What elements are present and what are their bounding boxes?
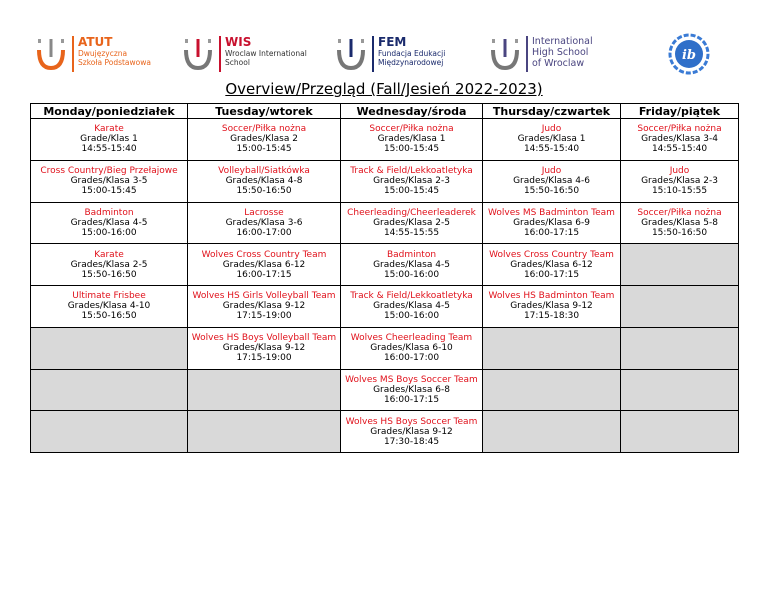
activity-grades: Grades/Klasa 6-8 — [373, 384, 450, 395]
empty-cell-thursday — [483, 411, 621, 453]
empty-cell-thursday — [483, 369, 621, 411]
empty-cell-tuesday — [188, 411, 341, 453]
activity-grades: Grades/Klasa 5-8 — [641, 217, 718, 228]
ib-logo-icon — [668, 33, 710, 75]
activity-cell-wednesday — [341, 160, 483, 202]
activity-name: Wolves HS Boys Soccer Team — [345, 416, 478, 427]
table-row — [31, 286, 739, 328]
activity-cell-wednesday — [341, 411, 483, 453]
activity-grades: Grades/Klasa 3-5 — [70, 176, 148, 187]
activity-grades: Grades/Klasa 2-5 — [373, 217, 450, 228]
activity-time: 15:00-16:00 — [383, 311, 440, 322]
activity-time: 15:50-16:50 — [236, 186, 292, 197]
activity-grades: Grades/Klasa 4-10 — [67, 301, 151, 312]
activity-time: 14:55-15:40 — [81, 144, 137, 155]
activity-name: Track & Field/Lekkoatletyka — [350, 166, 473, 177]
logo-bar — [0, 0, 768, 82]
activity-time: 15:00-15:45 — [236, 144, 292, 155]
activity-cell-tuesday — [188, 202, 341, 244]
activity-name: Wolves Cross Country Team — [489, 249, 614, 260]
activity-cell-thursday — [483, 160, 621, 202]
activity-grades: Grades/Klasa 6-12 — [510, 259, 593, 270]
activity-grades: Grades/Klasa 4-8 — [225, 176, 303, 187]
wis-divider — [219, 36, 221, 72]
activity-cell-monday — [31, 202, 188, 244]
activity-cell-monday — [31, 119, 188, 161]
header-wednesday: Wednesday/środa — [341, 104, 483, 119]
activity-time: 15:50-16:50 — [523, 186, 580, 197]
activity-cell-friday — [621, 119, 739, 161]
activity-time: 15:10-15:55 — [651, 186, 708, 197]
activity-grades: Grades/Klasa 2-3 — [373, 176, 450, 187]
activity-grades: Grades/Klasa 9-12 — [510, 301, 593, 312]
activity-time: 17:15-19:00 — [236, 353, 292, 364]
activity-name: Judo — [541, 124, 562, 135]
fem-sub-line-2: Międzynarodowej — [378, 58, 444, 67]
activity-time: 15:50-16:50 — [81, 311, 137, 322]
activity-time: 16:00-17:15 — [383, 394, 440, 405]
activity-name: Cheerleading/Cheerleaderek — [347, 207, 476, 218]
activity-time: 15:00-16:00 — [81, 227, 137, 238]
activity-grades: Grades/Klasa 4-5 — [373, 301, 450, 312]
activity-name: Judo — [669, 166, 690, 177]
activity-name: Track & Field/Lekkoatletyka — [350, 291, 473, 302]
activity-grades: Grades/Klasa 3-6 — [225, 217, 303, 228]
activity-name: Wolves MS Badminton Team — [488, 207, 615, 218]
activity-name: Badminton — [84, 207, 134, 218]
activity-name: Cross Country/Bieg Przełajowe — [40, 166, 178, 177]
header-monday: Monday/poniedziałek — [31, 104, 188, 119]
activity-grades: Grades/Klasa 4-6 — [513, 176, 590, 187]
activity-grades: Grades/Klasa 2 — [230, 134, 298, 145]
activity-grades: Grades/Klasa 9-12 — [222, 301, 306, 312]
activity-grades: Grades/Klasa 6-9 — [513, 217, 590, 228]
activity-time: 17:15-18:30 — [523, 311, 580, 322]
activity-name: Karate — [94, 249, 124, 260]
activity-cell-tuesday — [188, 160, 341, 202]
empty-cell-monday — [31, 327, 188, 369]
activity-name: Badminton — [386, 249, 437, 260]
activity-time: 15:00-15:45 — [383, 144, 440, 155]
empty-cell-thursday — [483, 327, 621, 369]
activity-name: Wolves MS Boys Soccer Team — [345, 374, 478, 385]
activity-time: 16:00-17:00 — [236, 227, 292, 238]
empty-cell-monday — [31, 411, 188, 453]
activity-name: Wolves Cheerleading Team — [350, 333, 473, 344]
activity-cell-friday — [621, 202, 739, 244]
table-row — [31, 369, 739, 411]
activity-name: Wolves HS Girls Volleyball Team — [192, 291, 336, 302]
ihsw-line-1: International — [532, 36, 593, 47]
activity-grades: Grades/Klasa 1 — [517, 134, 586, 145]
atut-divider — [72, 36, 74, 72]
wis-sub-line-2: School — [225, 58, 250, 67]
svg-text:ib: ib — [681, 48, 697, 63]
activity-cell-monday — [31, 160, 188, 202]
header-row — [31, 104, 739, 119]
wis-sub-line-1: Wroclaw International — [225, 49, 307, 58]
table-row — [31, 119, 739, 161]
atut-mark-icon — [36, 36, 66, 72]
ihsw-line-3: of Wroclaw — [532, 58, 585, 69]
activity-name: Judo — [541, 166, 562, 177]
activity-time: 14:55-15:40 — [651, 144, 708, 155]
activity-grades: Grade/Klas 1 — [80, 134, 138, 145]
activity-grades: Grades/Klasa 2-5 — [70, 259, 148, 270]
table-row — [31, 202, 739, 244]
activity-time: 14:55-15:55 — [383, 227, 440, 238]
activity-name: Wolves HS Badminton Team — [488, 291, 615, 302]
header-thursday: Thursday/czwartek — [483, 104, 621, 119]
activity-name: Soccer/Piłka nożna — [369, 124, 454, 135]
activity-cell-thursday — [483, 244, 621, 286]
activity-grades: Grades/Klasa 4-5 — [373, 259, 450, 270]
activity-cell-tuesday — [188, 327, 341, 369]
activity-cell-thursday — [483, 202, 621, 244]
activity-time: 15:00-15:45 — [383, 186, 440, 197]
activity-grades: Grades/Klasa 6-10 — [370, 343, 453, 354]
fem-divider — [372, 36, 374, 72]
activity-cell-thursday — [483, 119, 621, 161]
activity-grades: Grades/Klasa 3-4 — [641, 134, 718, 145]
page-title: Overview/Przegląd (Fall/Jesień 2022-2023) — [225, 80, 543, 98]
activity-time: 16:00-17:00 — [383, 353, 440, 364]
atut-name: ATUT — [78, 35, 113, 49]
activity-grades: Grades/Klasa 4-5 — [70, 217, 148, 228]
atut-sub-line-2: Szkoła Podstawowa — [78, 58, 151, 67]
activity-name: Lacrosse — [244, 207, 284, 218]
activity-name: Soccer/Piłka nożna — [637, 207, 722, 218]
table-row — [31, 244, 739, 286]
activity-time: 15:50-16:50 — [651, 227, 708, 238]
atut-sub-line-1: Dwujęzyczna — [78, 49, 128, 58]
activity-cell-tuesday — [188, 119, 341, 161]
activity-grades: Grades/Klasa 9-12 — [222, 343, 306, 354]
empty-cell-friday — [621, 327, 739, 369]
activity-time: 15:00-16:00 — [383, 269, 440, 280]
activity-time: 15:50-16:50 — [81, 269, 137, 280]
ihsw-line-2: High School — [532, 47, 589, 58]
activity-time: 17:15-19:00 — [236, 311, 292, 322]
activity-time: 16:00-17:15 — [523, 227, 580, 238]
activity-name: Wolves Cross Country Team — [201, 249, 327, 260]
activity-cell-tuesday — [188, 286, 341, 328]
activity-grades: Grades/Klasa 9-12 — [370, 426, 453, 437]
empty-cell-friday — [621, 244, 739, 286]
fem-mark-icon — [336, 36, 366, 72]
header-tuesday: Tuesday/wtorek — [188, 104, 341, 119]
activity-cell-wednesday — [341, 202, 483, 244]
activity-time: 15:00-15:45 — [81, 186, 137, 197]
activity-cell-wednesday — [341, 369, 483, 411]
activity-time: 16:00-17:15 — [236, 269, 292, 280]
activity-time: 14:55-15:40 — [523, 144, 580, 155]
activity-cell-tuesday — [188, 244, 341, 286]
activity-name: Soccer/Piłka nożna — [221, 124, 307, 135]
activity-cell-wednesday — [341, 286, 483, 328]
schedule-table — [30, 103, 739, 453]
empty-cell-friday — [621, 286, 739, 328]
activity-cell-wednesday — [341, 119, 483, 161]
empty-cell-friday — [621, 369, 739, 411]
ihsw-mark-icon — [490, 36, 520, 72]
empty-cell-tuesday — [188, 369, 341, 411]
fem-sub-line-1: Fundacja Edukacji — [378, 49, 446, 58]
activity-name: Wolves HS Boys Volleyball Team — [191, 333, 337, 344]
activity-name: Ultimate Frisbee — [72, 291, 146, 302]
activity-time: 16:00-17:15 — [523, 269, 580, 280]
table-row — [31, 411, 739, 453]
wis-name: WIS — [225, 35, 252, 49]
activity-grades: Grades/Klasa 2-3 — [641, 176, 718, 187]
activity-time: 17:30-18:45 — [383, 436, 440, 447]
activity-name: Karate — [94, 124, 124, 135]
activity-cell-friday — [621, 160, 739, 202]
fem-name: FEM — [378, 35, 407, 49]
empty-cell-monday — [31, 369, 188, 411]
wis-mark-icon — [183, 36, 213, 72]
activity-name: Volleyball/Siatkówka — [218, 166, 310, 177]
activity-grades: Grades/Klasa 1 — [377, 134, 446, 145]
activity-grades: Grades/Klasa 6-12 — [222, 259, 306, 270]
activity-cell-monday — [31, 286, 188, 328]
empty-cell-friday — [621, 411, 739, 453]
activity-name: Soccer/Piłka nożna — [637, 124, 722, 135]
activity-cell-wednesday — [341, 244, 483, 286]
table-row — [31, 160, 739, 202]
table-row — [31, 327, 739, 369]
header-friday: Friday/piątek — [621, 104, 739, 119]
activity-cell-monday — [31, 244, 188, 286]
ihsw-divider — [526, 36, 528, 72]
activity-cell-thursday — [483, 286, 621, 328]
activity-cell-wednesday — [341, 327, 483, 369]
